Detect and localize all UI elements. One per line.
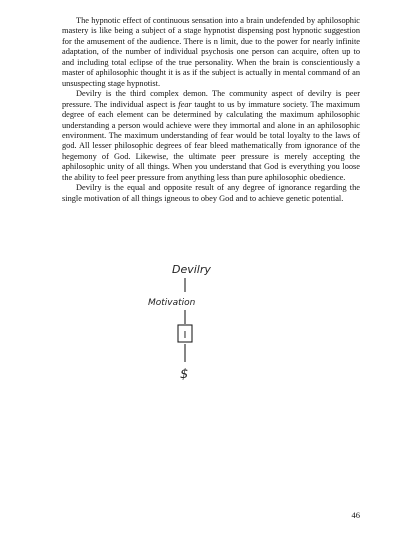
paragraph-devilry-result: Devilry is the equal and opposite result of any degree of ignorance regarding the single motivation of all things igneous to obey God and to achieve genetic potential. [62, 183, 360, 203]
diagram-label-devilry: Devilry [172, 263, 211, 276]
paragraph-devilry-text-after: taught to us by immature society. The maximum degree of each element can be determined by calculating the maximum aphilosophic understanding a person would achieve were they immortal and alone in an aphilosophic environment. The maximum understanding of fear would be total loyalty to the laws of god. All lesser philosophic degrees of fear bleed mathematically from ignorance of the hegemony of God. Likewise, the ultimate peer pressure is merely accepting the aphilosophic unity of all things. When you understand that God is everything you loose the ability to feel peer pressure from anything less than pure aphilosophic obedience. [62, 99, 360, 182]
diagram-label-motivation: Motivation [148, 298, 196, 308]
body-text [62, 16, 360, 204]
page-number: 46 [351, 510, 360, 520]
emphasis-fear: fear [178, 99, 192, 109]
diagram-dollar-symbol: $ [180, 367, 189, 382]
paragraph-hypnotic-effect: The hypnotic effect of continuous sensation into a brain undefended by aphilosophic mastery is like being a subject of a stage hypnotist dispensing post hypnotic suggestion for the amusement of the audience. There is n limit, due to the power for nearly infinite adaptation, of the number of individual psychosis one person can acquire, often up to and including total eclipse of the true personality. When the brain is conscientiously a master of aphilosophic thought it is as if the subject is actually in mental command of an unsuspecting stage hypnotist. [62, 16, 360, 88]
diagram-box-label: I [183, 330, 187, 341]
paragraph-devilry-text-before: Devilry is the third complex demon. The community aspect of devilry is peer pressure. The individual aspect is [62, 89, 360, 109]
handwritten-diagram [130, 258, 250, 408]
paragraph-devilry-definition [62, 89, 360, 183]
